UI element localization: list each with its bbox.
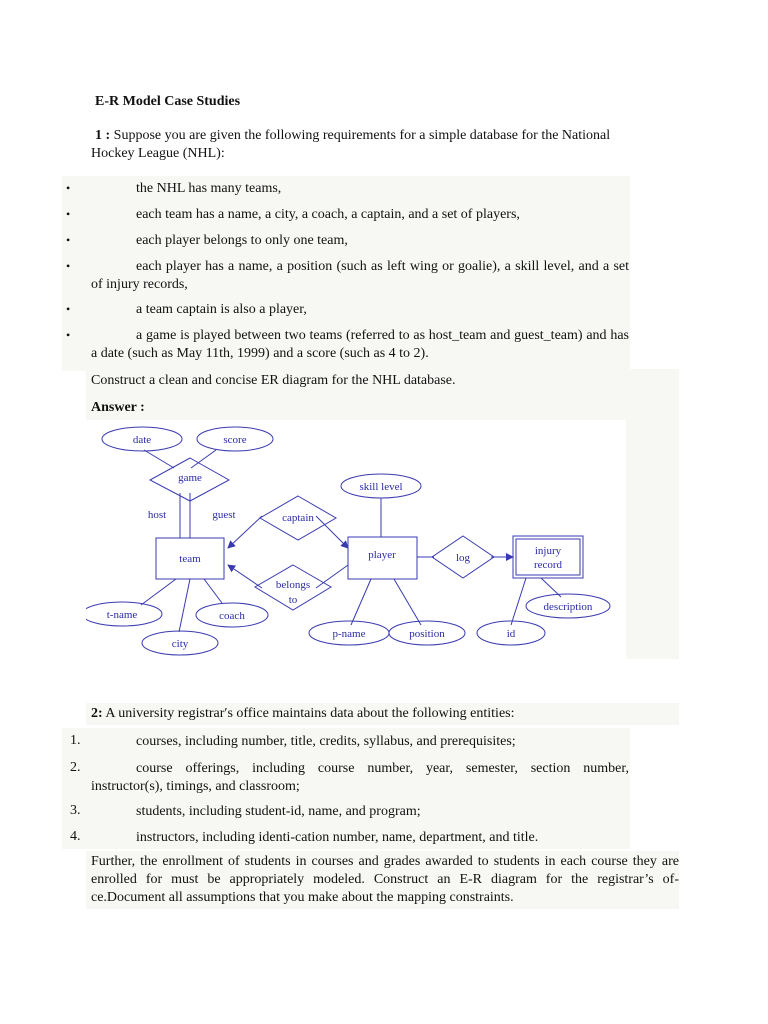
attr-skill-level-label: skill level xyxy=(359,481,403,493)
rel-captain-label: captain xyxy=(282,512,314,524)
case1-task: Construct a clean and concise ER diagram for the NHL database. xyxy=(91,373,456,388)
attr-date-label: date xyxy=(132,434,152,446)
role-guest-label: guest xyxy=(212,509,236,521)
bullet-marker: • xyxy=(66,233,71,247)
attr-city-label: city xyxy=(171,638,189,650)
case2-number: 2: xyxy=(91,706,103,721)
bullet-marker: • xyxy=(66,181,71,195)
case2-intro-text: A university registrar′s office maintains data about the following entities: xyxy=(105,706,515,721)
bullet-marker: • xyxy=(66,259,71,273)
list-item: each player belongs to only one team, xyxy=(136,233,348,248)
list-item: a game is played between two teams (referred to as host_team and guest_team) and has a date (such as May 11th, 1999) and a score (such as 4 to 2). xyxy=(91,328,629,361)
rel-log-label: log xyxy=(455,552,471,564)
page-title: E-R Model Case Studies xyxy=(95,94,241,109)
case2-closing: Further, the enrollment of students in courses and grades awarded to students in each course they are enrolled for must be appropriately modeled. Construct an E-R diagram for the registrar’s of-ce.Document all assumptions that you make about the mapping constraints. xyxy=(91,854,679,905)
rel-belongs-label-2: to xyxy=(288,594,298,606)
list-item: a team captain is also a player, xyxy=(136,302,307,317)
bullet-marker: • xyxy=(66,207,71,221)
role-host-label: host xyxy=(147,509,167,521)
entity-injury-label-2: record xyxy=(533,559,563,571)
list-item: courses, including number, title, credits, syllabus, and prerequisites; xyxy=(136,734,516,749)
attr-t-name-label: t-name xyxy=(106,609,138,621)
list-item: each player has a name, a position (such as left wing or goalie), a skill level, and a set of injury records, xyxy=(91,259,629,292)
list-item: students, including student-id, name, and program; xyxy=(136,804,421,819)
list-number: 4. xyxy=(70,829,81,844)
attr-score-label: score xyxy=(223,434,247,446)
case1-intro xyxy=(91,127,621,163)
list-number: 3. xyxy=(70,803,81,818)
bullet-marker: • xyxy=(66,328,71,342)
list-item: course offerings, including course number, year, semester, section number, instructor(s), timings, and classroom; xyxy=(91,761,629,794)
attr-description-label: description xyxy=(543,601,593,613)
attr-id-label: id xyxy=(506,628,516,640)
bullet-marker: • xyxy=(66,302,71,316)
attr-position-label: position xyxy=(409,628,445,640)
rel-game-label: game xyxy=(178,472,202,484)
list-number: 1. xyxy=(70,733,81,748)
rel-belongs-label-1: belongs xyxy=(275,579,311,591)
case1-number: 1 : xyxy=(95,128,111,143)
list-number: 2. xyxy=(70,760,81,775)
case2-intro xyxy=(91,705,515,723)
list-item: the NHL has many teams, xyxy=(136,181,282,196)
entity-player-label: player xyxy=(368,549,396,561)
er-diagram xyxy=(86,420,626,660)
answer-label: Answer : xyxy=(91,400,145,415)
list-item: each team has a name, a city, a coach, a captain, and a set of players, xyxy=(136,207,520,222)
entity-injury-label-1: injury xyxy=(534,545,562,557)
diagram-background xyxy=(86,420,626,660)
attr-p-name-label: p-name xyxy=(332,628,366,640)
list-item: instructors, including identi-cation number, name, department, and title. xyxy=(136,830,539,845)
case1-intro-text: Suppose you are given the following requirements for a simple database for the National Hockey League (NHL): xyxy=(91,128,611,161)
attr-coach-label: coach xyxy=(219,610,245,622)
entity-team-label: team xyxy=(179,553,201,565)
